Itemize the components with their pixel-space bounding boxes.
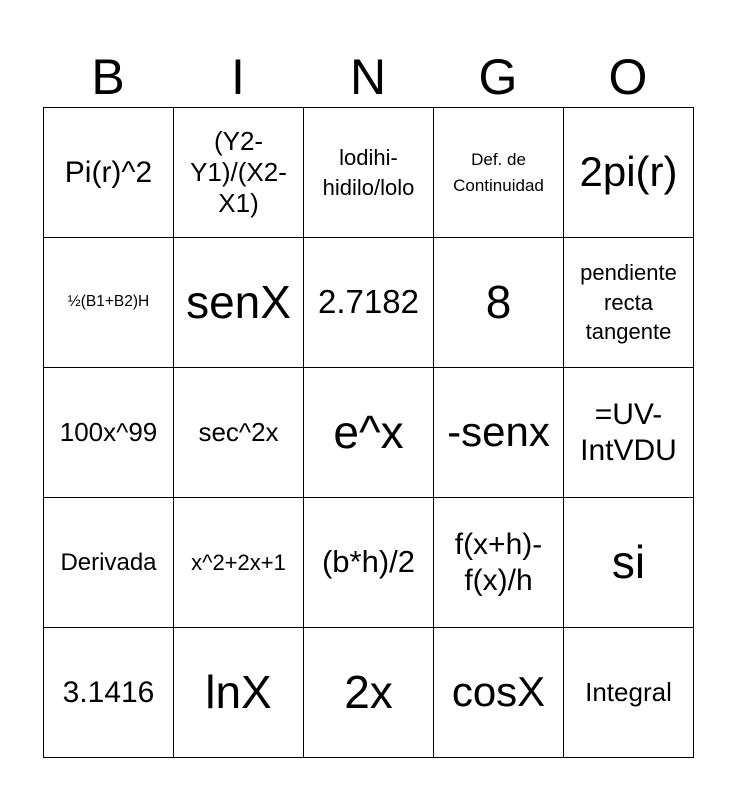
bingo-row-2 <box>44 238 694 368</box>
bingo-cell: -senx <box>434 368 564 498</box>
bingo-cell: e^x <box>304 368 434 498</box>
bingo-cell: Pi(r)^2 <box>44 108 174 238</box>
bingo-cell: =UV-IntVDU <box>564 368 694 498</box>
bingo-cell: 2.7182 <box>304 238 434 368</box>
header-letter-b: B <box>91 49 125 105</box>
bingo-card-grid <box>43 107 694 758</box>
bingo-cell: pendiente recta tangente <box>564 238 694 368</box>
bingo-cell: lnX <box>174 628 304 758</box>
header-letter-n: N <box>349 49 387 105</box>
bingo-cell: 8 <box>434 238 564 368</box>
bingo-cell: 2pi(r) <box>564 108 694 238</box>
bingo-cell: 2x <box>304 628 434 758</box>
bingo-row-1 <box>44 108 694 238</box>
bingo-cell <box>174 108 304 238</box>
bingo-row-4 <box>44 498 694 628</box>
bingo-cell: Integral <box>564 628 694 758</box>
bingo-cell: sec^2x <box>174 368 304 498</box>
header-letter-g: G <box>478 49 518 105</box>
header-letter-o: O <box>608 49 648 105</box>
bingo-cell: Derivada <box>44 498 174 628</box>
bingo-cell: 3.1416 <box>44 628 174 758</box>
bingo-cell: si <box>564 498 694 628</box>
bingo-row-5 <box>44 628 694 758</box>
bingo-header <box>43 48 693 106</box>
bingo-cell: f(x+h)-f(x)/h <box>434 498 564 628</box>
bingo-cell: 100x^99 <box>44 368 174 498</box>
bingo-cell: ½(B1+B2)H <box>44 238 174 368</box>
bingo-row-3 <box>44 368 694 498</box>
bingo-cell: x^2+2x+1 <box>174 498 304 628</box>
bingo-cell: Def. de Continuidad <box>434 108 564 238</box>
bingo-cell-text: (Y2-Y1)/(X2-X1) <box>190 125 287 219</box>
header-letter-i: I <box>231 49 245 105</box>
bingo-cell: senX <box>174 238 304 368</box>
bingo-cell: lodihi-hidilo/lolo <box>304 108 434 238</box>
bingo-cell: cosX <box>434 628 564 758</box>
bingo-cell: (b*h)/2 <box>304 498 434 628</box>
